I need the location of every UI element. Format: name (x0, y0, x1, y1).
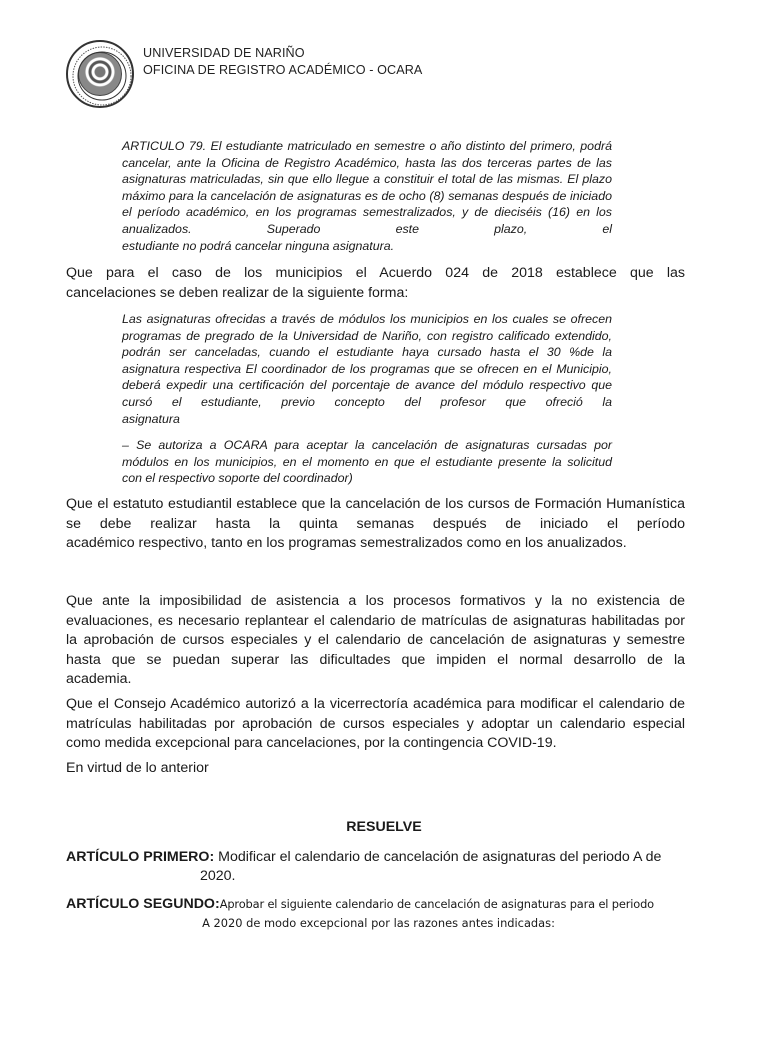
quote-line: mismas. El plazo máximo para la cancelación de asignaturas es de ocho (8) (122, 172, 612, 203)
letterhead (66, 40, 422, 108)
paragraph-line: cancelaciones se deben realizar de la siguiente forma: (66, 284, 409, 301)
paragraph-imposibilidad (66, 592, 685, 690)
article-primero (66, 848, 685, 886)
resuelve-heading: RESUELVE (346, 819, 422, 835)
article-segundo (66, 895, 685, 933)
paragraph-line: Que ante la imposibilidad de asistencia a los procesos formativos y la no existencia de (66, 593, 685, 609)
quote-line: asignatura (122, 411, 180, 426)
paragraph-line: de matrículas habilitadas por aprobación de cursos especiales y adoptar un calendario especial (66, 696, 685, 732)
paragraph-line: por la aprobación de cursos especiales y el calendario de cancelación de asignaturas y (66, 612, 685, 649)
paragraph-estatuto (66, 495, 685, 554)
quote-line: estudiante no podrá cancelar ninguna asignatura. (122, 238, 395, 253)
quote-line: semestralizados, y de dieciséis (16) en los anualizados. Superado este plazo, el (122, 205, 612, 236)
quote-line: Las asignaturas ofrecidas a través de módulos los municipios en los cuales se (122, 312, 567, 326)
paragraph-line: como medida excepcional para cancelaciones, por la contingencia COVID-19. (66, 735, 557, 752)
letterhead-text (143, 45, 422, 79)
paragraph-line: Que el estatuto estudiantil establece que la cancelación de los cursos de Formación (66, 496, 602, 512)
quote-line: %de la asignatura respectiva El coordinador de los programas que se ofrecen en el (122, 345, 613, 376)
paragraph-line: Humanística se debe realizar hasta la quinta semanas después de iniciado el período (66, 496, 685, 532)
quote-line: respectivo que cursó el estudiante, previo concepto del profesor que ofreció la (122, 378, 612, 409)
quote-line: – Se autoriza a OCARA para aceptar la cancelación de asignaturas cursadas por (122, 438, 612, 452)
quote-line: podrá cancelar, ante la Oficina de Registro Académico, hasta las dos terceras (122, 139, 612, 170)
quote-line: semanas después de iniciado el período académico, en los programas (122, 188, 612, 220)
article-text-continued: A 2020 de modo excepcional por las razones antes indicadas: (202, 916, 555, 930)
quote-line: Municipio, deberá expedir una certificación del porcentaje de avance del módulo (122, 361, 612, 393)
paragraph-line: evaluaciones, es necesario replantear el calendario de matrículas de asignaturas habilitadas (66, 612, 660, 629)
quote-line: módulos en los municipios, en el momento en que el estudiante presente la solicitud (122, 454, 612, 469)
paragraph-line: academia. (66, 671, 132, 688)
quote-line: partes de las asignaturas matriculadas, sin que ello llegue a constituir el total de las (122, 155, 612, 187)
paragraph-line: académico respectivo, tanto en los programas semestralizados como en los anualizados. (66, 535, 627, 552)
article-text: Aprobar el siguiente calendario de cancelación de asignaturas para el periodo (219, 897, 654, 911)
article-text: Modificar el calendario de cancelación de asignaturas del periodo A de (214, 849, 662, 865)
office-name: OFICINA DE REGISTRO ACADÉMICO - OCARA (143, 63, 423, 77)
quoted-acuerdo-024 (122, 311, 612, 427)
quote-line: extendido, podrán ser canceladas, cuando el estudiante haya cursado hasta el 30 (122, 328, 612, 360)
paragraph-consejo (66, 695, 685, 754)
article-label: ARTÍCULO PRIMERO: (66, 849, 215, 865)
article-text-continued: 2020. (200, 868, 236, 884)
quote-line: ARTICULO 79. El estudiante matriculado en semestre o año distinto del primero, (122, 139, 576, 153)
quoted-ocara-authorization (122, 437, 612, 487)
paragraph-municipios (66, 264, 685, 303)
paragraph-line: semestre hasta que se puedan superar las dificultades que impiden el normal desarrollo de la (66, 632, 685, 668)
article-label: ARTÍCULO SEGUNDO: (66, 896, 220, 912)
university-name: UNIVERSIDAD DE NARIÑO (143, 46, 305, 60)
university-seal-icon (66, 40, 134, 108)
quote-line: con el respectivo soporte del coordinador) (122, 471, 353, 486)
quoted-article-79 (122, 138, 612, 254)
paragraph-line: Que el Consejo Académico autorizó a la vicerrectoría académica para modificar el calendario (66, 696, 665, 712)
paragraph-virtud: En virtud de lo anterior (66, 760, 209, 776)
paragraph-line: Que para el caso de los municipios el Acuerdo 024 de 2018 establece que las (66, 265, 685, 281)
quote-line: ofrecen programas de pregrado de la Universidad de Nariño, con registro calificado (122, 312, 612, 343)
